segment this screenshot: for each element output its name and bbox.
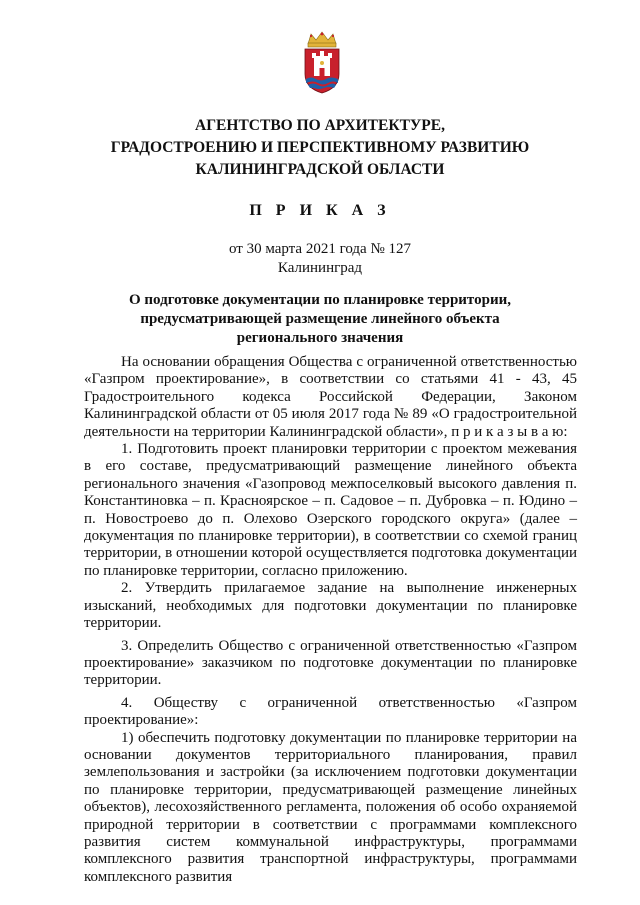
- agency-name: [80, 115, 560, 181]
- document-type: П Р И К А З: [249, 202, 391, 219]
- document-body: [84, 354, 577, 886]
- document-subject: [90, 291, 550, 348]
- agency-line: КАЛИНИНГРАДСКОЙ ОБЛАСТИ: [195, 161, 445, 178]
- subject-line: предусматривающей размещение линейного объекта: [140, 311, 500, 327]
- item-1-paragraph: 1. Подготовить проект планировки территории с проектом межевания в его составе, предусматривающий размещение линейного объекта регионального значения «Газопровод межпоселковый высокого давления п. Константиновка – п. Красноярское – п. Садовое – п. Дубровка – п. Юдино – п. Новостроево до п. Олехово Озерского городского округа» (далее – документация по планировке территории), в соответствии со схемой границ территории, в отношении которой осуществляется подготовка документации по планировке территории, согласно приложению.: [84, 441, 577, 579]
- item-4-1-paragraph: 1) обеспечить подготовку документации по планировке территории на основании документов территориального планирования, правил землепользования и застройки (за исключением подготовки документации по планировке территории, предусматривающей размещение линейных объектов), лесохозяйственного регламента, положения об особо охраняемой природной территории в соответствии с программами комплексного развития систем коммунальной инфраструктуры, программами комплексного развития транспортной инфраструктуры, программами комплексного развития: [84, 729, 577, 885]
- item-2-paragraph: 2. Утвердить прилагаемое задание на выполнение инженерных изысканий, необходимых для подготовки документации по планировке территории.: [84, 580, 577, 632]
- document-city: Калининград: [277, 260, 363, 276]
- agency-line: АГЕНТСТВО ПО АРХИТЕКТУРЕ,: [195, 117, 445, 134]
- item-3-paragraph: 3. Определить Общество с ограниченной ответственностью «Газпром проектирование» заказчиком по подготовке документации по планировке территории.: [84, 637, 577, 689]
- agency-line: ГРАДОСТРОЕНИЮ И ПЕРСПЕКТИВНОМУ РАЗВИТИЮ: [110, 139, 530, 156]
- subject-line: регионального значения: [236, 330, 404, 346]
- coat-of-arms-icon: [300, 30, 344, 94]
- subject-line: О подготовке документации по планировке территории,: [129, 292, 511, 308]
- intro-paragraph: На основании обращения Общества с ограниченной ответственностью «Газпром проектирование», в соответствии со статьями 41 - 43, 45 Градостроительного кодекса Российской Федерации, Законом Калининградской области от 05 июля 2017 года № 89 «О градостроительной деятельности на территории Калининградской области», п р и к а з ы в а ю:: [84, 354, 577, 440]
- item-4-paragraph: 4. Обществу с ограниченной ответственностью «Газпром проектирование»:: [84, 694, 577, 729]
- document-date-number: от 30 марта 2021 года № 127: [228, 241, 412, 257]
